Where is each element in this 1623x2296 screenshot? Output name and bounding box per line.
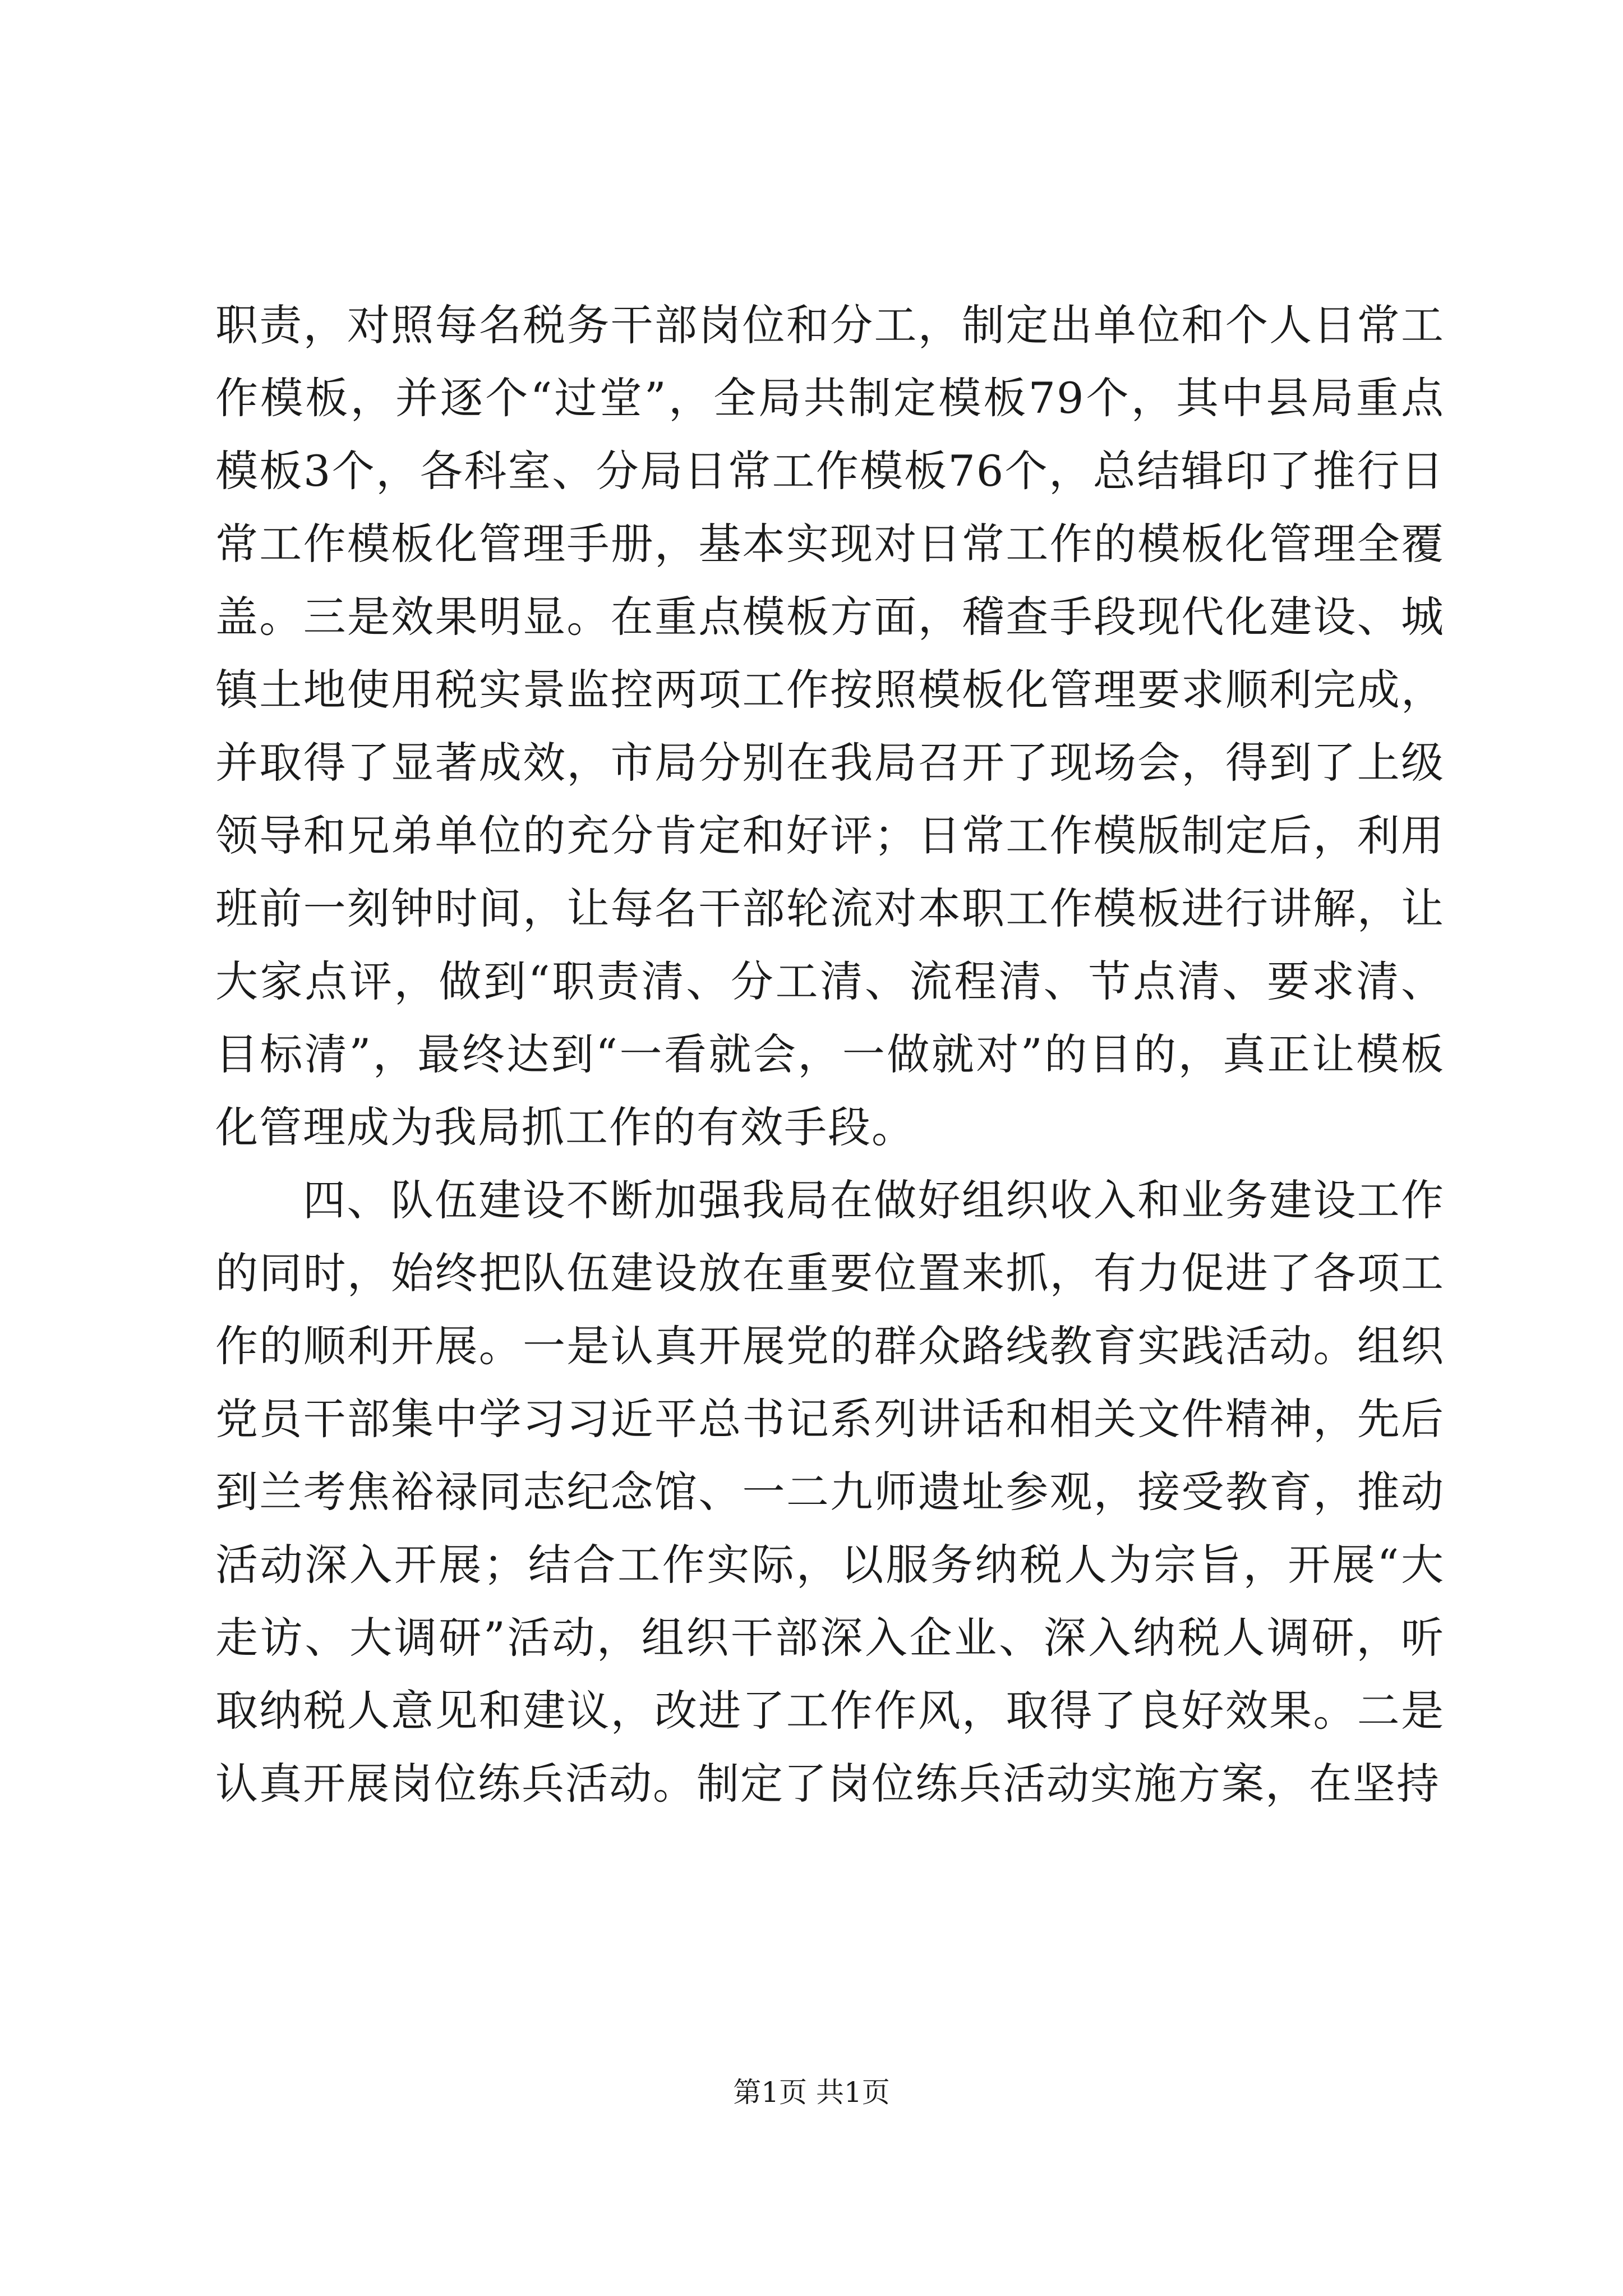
- document-body: [215, 289, 1445, 1820]
- body-paragraph-1: 职责，对照每名税务干部岗位和分工，制定出单位和个人日常工作模板，并逐个“过堂”，全局共制定模板79个，其中县局重点模板3个，各科室、分局日常工作模板76个，总结辑印了推行日常工作模板化管理手册，基本实现对日常工作的模板化管理全覆盖。三是效果明显。在重点模板方面，稽查手段现代化建设、城镇土地使用税实景监控两项工作按照模板化管理要求顺利完成，并取得了显著成效，市局分别在我局召开了现场会，得到了上级领导和兄弟单位的充分肯定和好评；日常工作模版制定后，利用班前一刻钟时间，让每名干部轮流对本职工作模板进行讲解，让大家点评，做到“职责清、分工清、流程清、节点清、要求清、目标清”，最终达到“一看就会，一做就对”的目的，真正让模板化管理成为我局抓工作的有效手段。: [215, 300, 1445, 1152]
- body-paragraph-2: 四、队伍建设不断加强我局在做好组织收入和业务建设工作的同时，始终把队伍建设放在重要位置来抓，有力促进了各项工作的顺利开展。一是认真开展党的群众路线教育实践活动。组织党员干部集中学习习近平总书记系列讲话和相关文件精神，先后到兰考焦裕禄同志纪念馆、一二九师遗址参观，接受教育，推动活动深入开展；结合工作实际，以服务纳税人为宗旨，开展“大走访、大调研”活动，组织干部深入企业、深入纳税人调研，听取纳税人意见和建议，改进了工作作风，取得了良好效果。二是认真开展岗位练兵活动。制定了岗位练兵活动实施方案，在坚持: [215, 1175, 1445, 1809]
- page-footer: 第1页 共1页: [733, 2076, 890, 2109]
